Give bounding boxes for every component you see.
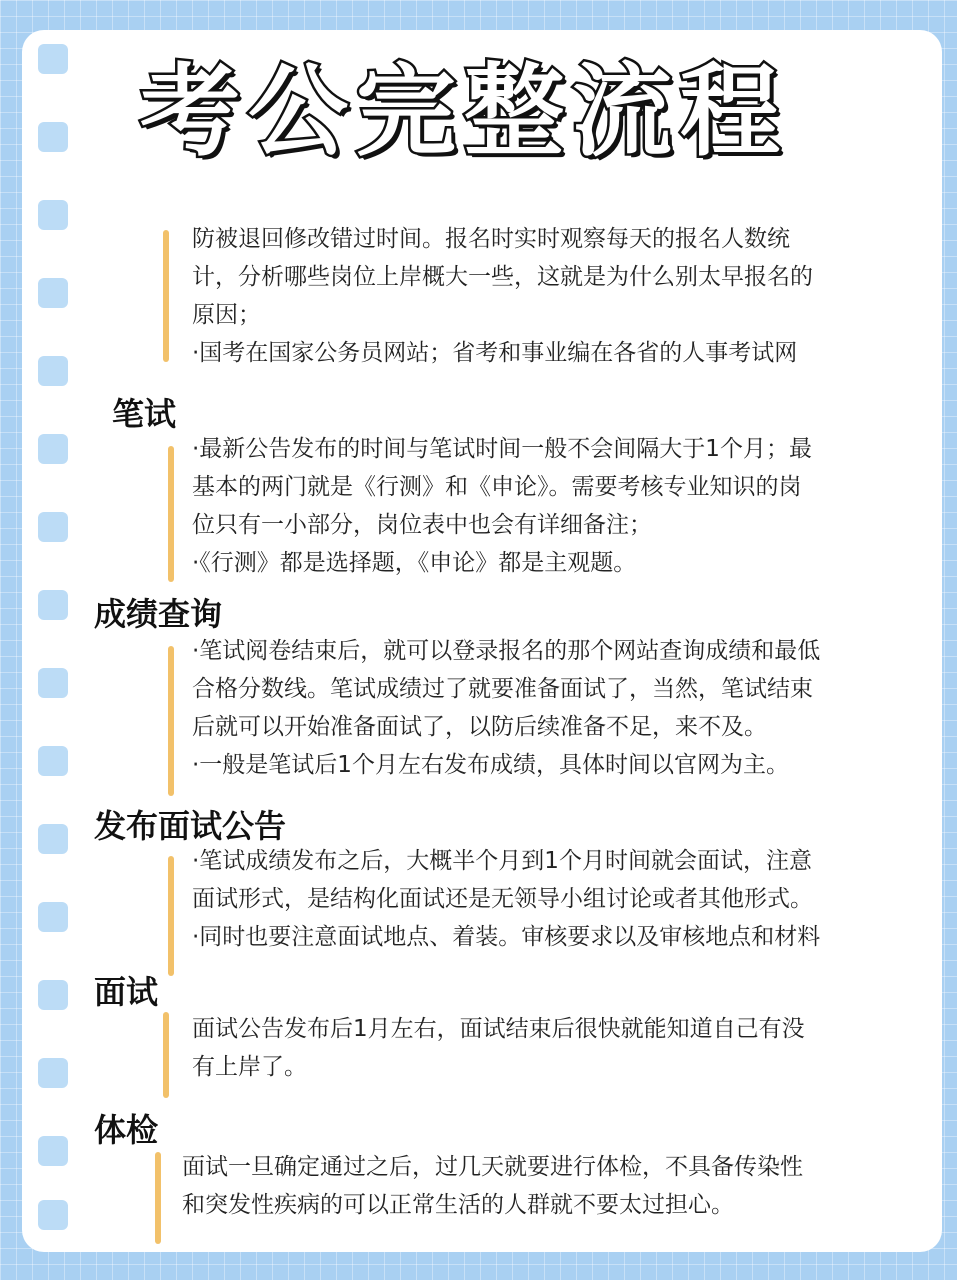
text-line: ·最新公告发布的时间与笔试时间一般不会间隔大于1个月；最 — [192, 436, 812, 462]
accent-bar — [168, 446, 174, 582]
text-line: 原因； — [192, 302, 261, 328]
section-text-written-exam — [192, 430, 812, 582]
accent-bar — [168, 856, 174, 976]
text-line: 基本的两门就是《行测》和《申论》。需要考核专业知识的岗 — [192, 474, 802, 500]
section-heading-medical-exam: 体检 — [94, 1111, 159, 1149]
binder-hole — [38, 356, 68, 386]
binder-hole — [38, 512, 68, 542]
binder-hole — [38, 1058, 68, 1088]
binder-hole — [38, 980, 68, 1010]
section-text-interview — [192, 1010, 805, 1086]
binder-hole — [38, 200, 68, 230]
text-line: 防被退回修改错过时间。报名时实时观察每天的报名人数统 — [192, 226, 790, 252]
text-line: ·笔试成绩发布之后，大概半个月到1个月时间就会面试，注意 — [192, 848, 812, 874]
section-text-interview-notice — [192, 842, 820, 956]
binder-hole — [38, 746, 68, 776]
section-text-medical-exam — [182, 1148, 803, 1224]
section-heading-interview-notice: 发布面试公告 — [94, 807, 287, 845]
text-line: 计，分析哪些岗位上岸概大一些，这就是为什么别太早报名的 — [192, 264, 813, 290]
text-line: 有上岸了。 — [192, 1054, 307, 1080]
accent-bar — [163, 1012, 169, 1098]
binder-hole — [38, 590, 68, 620]
section-heading-score-query: 成绩查询 — [94, 595, 223, 633]
binder-hole — [38, 668, 68, 698]
text-line: ·笔试阅卷结束后，就可以登录报名的那个网站查询成绩和最低 — [192, 638, 821, 664]
binder-hole — [38, 824, 68, 854]
binder-hole — [38, 44, 68, 74]
text-line: ·《行测》都是选择题，《申论》都是主观题。 — [192, 550, 637, 576]
accent-bar — [163, 230, 169, 362]
binder-hole — [38, 1200, 68, 1230]
binder-hole — [38, 434, 68, 464]
binder-hole — [38, 278, 68, 308]
text-line: 面试公告发布后1月左右，面试结束后很快就能知道自己有没 — [192, 1016, 805, 1042]
intro-text — [192, 220, 813, 372]
text-line: 后就可以开始准备面试了，以防后续准备不足，来不及。 — [192, 714, 767, 740]
binder-hole — [38, 902, 68, 932]
section-heading-interview: 面试 — [94, 973, 159, 1011]
text-line: 位只有一小部分，岗位表中也会有详细备注； — [192, 512, 652, 538]
binder-hole — [38, 1136, 68, 1166]
text-line: 面试形式，是结构化面试还是无领导小组讨论或者其他形式。 — [192, 886, 813, 912]
section-text-score-query — [192, 632, 820, 784]
page-title: 考公完整流程 — [140, 53, 788, 170]
section-heading-written-exam: 笔试 — [112, 395, 177, 433]
text-line: 面试一旦确定通过之后，过几天就要进行体检，不具备传染性 — [182, 1154, 803, 1180]
accent-bar — [168, 646, 174, 796]
accent-bar — [155, 1152, 161, 1244]
binder-hole — [38, 122, 68, 152]
text-line: ·国考在国家公务员网站；省考和事业编在各省的人事考试网 — [192, 340, 798, 366]
text-line: 合格分数线。笔试成绩过了就要准备面试了，当然，笔试结束 — [192, 676, 813, 702]
text-line: ·同时也要注意面试地点、着装。审核要求以及审核地点和材料 — [192, 924, 821, 950]
text-line: 和突发性疾病的可以正常生活的人群就不要太过担心。 — [182, 1192, 734, 1218]
text-line: ·一般是笔试后1个月左右发布成绩，具体时间以官网为主。 — [192, 752, 789, 778]
